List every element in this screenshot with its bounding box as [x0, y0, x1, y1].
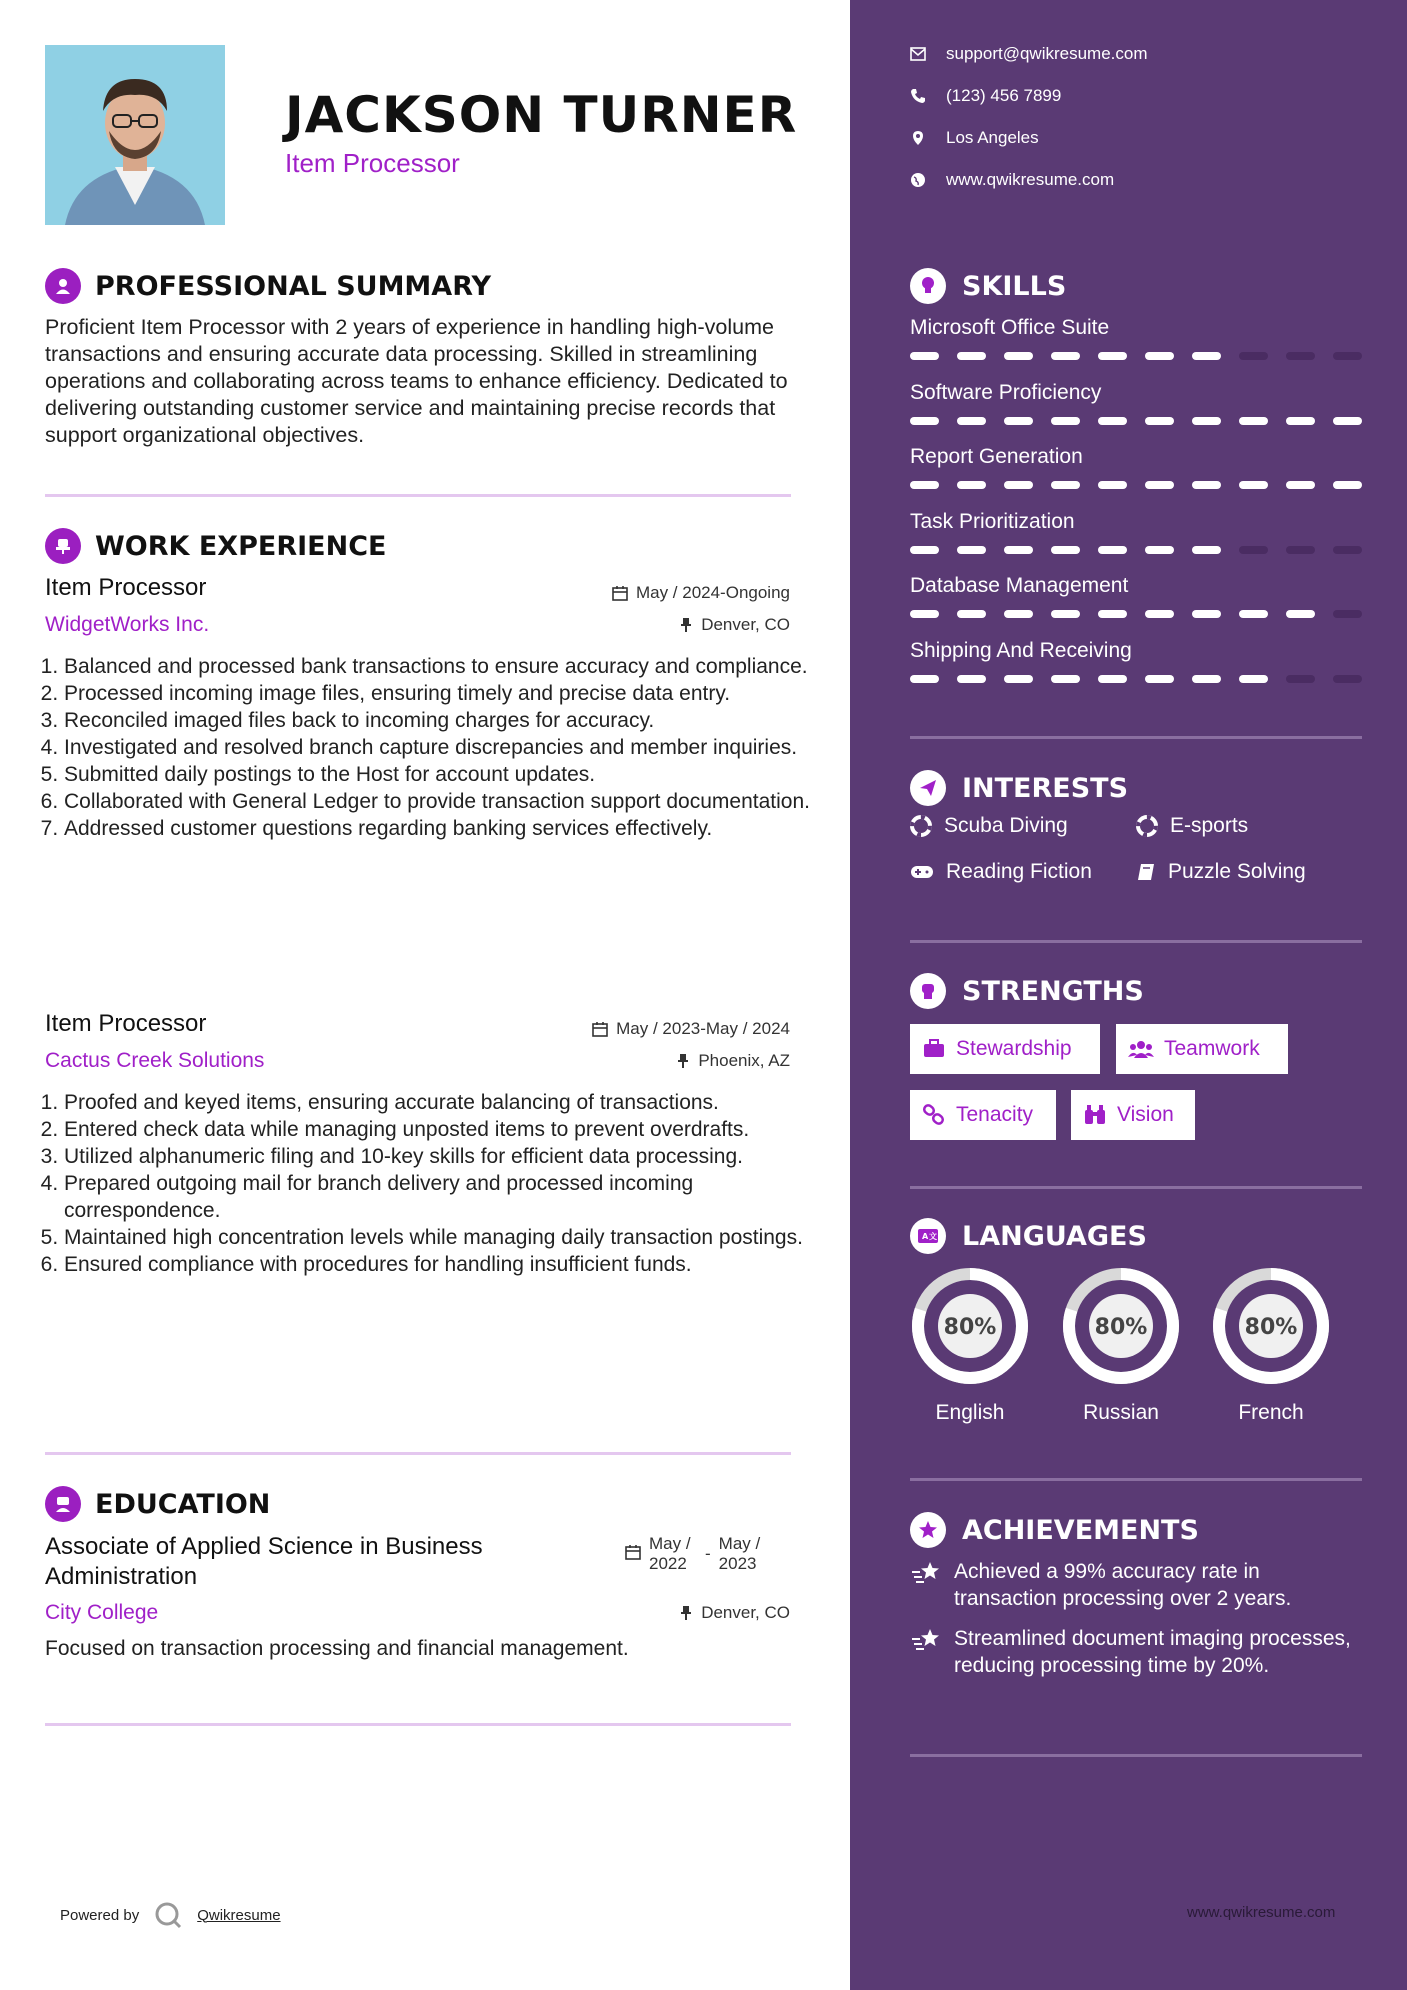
interest-label: Puzzle Solving: [1168, 860, 1306, 883]
skill-rating-segment: [957, 675, 986, 683]
skill-name: Software Proficiency: [910, 380, 1102, 404]
gamepad-icon: [910, 864, 934, 880]
svg-text:文: 文: [929, 1232, 937, 1241]
skill-rating-segment: [1098, 481, 1127, 489]
skill-name: Database Management: [910, 574, 1129, 597]
footer-website[interactable]: www.qwikresume.com: [1187, 1904, 1336, 1921]
language-percent: 80%: [1244, 1315, 1298, 1340]
skill-rating-segment: [1192, 675, 1221, 683]
interest-label: E-sports: [1170, 814, 1249, 837]
strength-chip: [910, 1090, 1056, 1140]
job-title: Item Processor: [45, 1010, 207, 1037]
skill-rating-segment: [1098, 546, 1127, 554]
calendar-icon: [625, 1544, 641, 1560]
language-progress-ring: [908, 1264, 1032, 1388]
skill-name: Microsoft Office Suite: [910, 316, 1110, 339]
achievements-title: ACHIEVEMENTS: [962, 1514, 1199, 1546]
strengths-title: STRENGTHS: [962, 975, 1144, 1007]
achievement-text: Achieved a 99% accuracy rate in transaction processing over 2 years.: [954, 1560, 1292, 1610]
strength-chip: [910, 1024, 1100, 1074]
skill-rating-segment: [910, 546, 939, 554]
summary-text: Proficient Item Processor with 2 years of experience in handling high-volume transactions and ensuring accurate data processing. Skilled in streamlining operations and collaborating across teams to enhance efficiency. Dedicated to delivering outstanding customer service and maintaining precise records that support organizational objectives.: [45, 315, 788, 447]
skill-rating-segment: [910, 417, 939, 425]
skill-rating-segment: [1192, 546, 1221, 554]
skill-rating-segment: [1145, 675, 1174, 683]
binoculars-icon: [1083, 1104, 1107, 1126]
job-title: Item Processor: [45, 574, 207, 601]
section-divider: [45, 494, 791, 497]
skill-rating-segment: [1004, 417, 1033, 425]
date-separator: -: [705, 1544, 711, 1563]
skill-rating-segment: [1004, 675, 1033, 683]
skill-rating-segment: [1051, 675, 1080, 683]
book-icon: [1136, 862, 1156, 882]
job-bullet: 1. Proofed and keyed items, ensuring accurate balancing of transactions.: [64, 1089, 814, 1116]
life-ring-icon: [910, 815, 932, 837]
education-school: City College: [45, 1601, 159, 1624]
skill-rating-segment: [1145, 352, 1174, 360]
skill-rating-segment: [1145, 417, 1174, 425]
education-degree: Associate of Applied Science in Business Administration: [45, 1533, 483, 1590]
language-percent: 80%: [943, 1315, 997, 1340]
skill-rating-segment: [1051, 417, 1080, 425]
users-icon: [1128, 1039, 1154, 1059]
job-bullet: 2. Processed incoming image files, ensuring timely and precise data entry.: [64, 680, 814, 707]
strength-chip: [1116, 1024, 1288, 1074]
envelope-icon: [910, 47, 926, 61]
candidate-role: Item Processor: [285, 148, 460, 178]
strength-label: Teamwork: [1164, 1037, 1260, 1060]
education-location-text: Denver, CO: [701, 1603, 790, 1622]
skill-rating-segment: [1286, 610, 1315, 618]
skill-rating-segment: [1333, 352, 1362, 360]
powered-by: [60, 1900, 281, 1930]
skill-rating-segment: [1333, 675, 1362, 683]
language-item: [1209, 1264, 1333, 1425]
candidate-name: JACKSON TURNER: [285, 86, 798, 144]
contact-phone: [910, 86, 1061, 106]
skill-rating-segment: [1051, 546, 1080, 554]
skill-rating-segment: [957, 481, 986, 489]
skill-rating-segment: [957, 352, 986, 360]
contact-location: [910, 128, 1039, 148]
graduate-icon: [45, 1486, 81, 1522]
skill-rating-segment: [1286, 675, 1315, 683]
skill-rating-segment: [1145, 610, 1174, 618]
job-bullet: 4. Investigated and resolved branch capture discrepancies and member inquiries.: [64, 734, 814, 761]
skill-rating-segment: [957, 417, 986, 425]
skill-rating-segment: [910, 352, 939, 360]
education-location: [679, 1603, 790, 1623]
powered-by-label: Powered by: [60, 1906, 140, 1924]
qwikresume-logo-icon: [153, 1900, 183, 1930]
user-icon: [45, 268, 81, 304]
achievement-text: Streamlined document imaging processes, reducing processing time by 20%.: [954, 1627, 1351, 1677]
skill-rating: [910, 352, 1362, 360]
skill-rating-segment: [1286, 352, 1315, 360]
skill-rating: [910, 546, 1362, 554]
sidebar: [850, 0, 1407, 1990]
skill-rating: [910, 417, 1362, 425]
skill-rating-segment: [1286, 546, 1315, 554]
brand-link[interactable]: Qwikresume: [197, 1906, 281, 1924]
skill-rating-segment: [1286, 481, 1315, 489]
skill-name: Shipping And Receiving: [910, 638, 1132, 662]
strength-label: Vision: [1117, 1103, 1174, 1126]
skill-rating-segment: [1192, 610, 1221, 618]
job-bullet: 3. Utilized alphanumeric filing and 10-key skills for efficient data processing.: [64, 1143, 814, 1170]
interest-label: Reading Fiction: [946, 860, 1092, 883]
skill-rating-segment: [1333, 546, 1362, 554]
interest-item: [910, 814, 1068, 838]
job-company: WidgetWorks Inc.: [45, 613, 210, 636]
skill-rating: [910, 610, 1362, 618]
pin-icon: [679, 1605, 693, 1621]
education-description: Focused on transaction processing and financial management.: [45, 1637, 629, 1660]
experience-heading: [45, 528, 386, 564]
contact-website-text[interactable]: www.qwikresume.com: [946, 170, 1115, 189]
briefcase-icon: [922, 1039, 946, 1059]
translate-icon: [910, 1218, 946, 1254]
languages-title: LANGUAGES: [962, 1220, 1147, 1252]
achievement-item: [910, 1558, 1360, 1612]
skill-rating-segment: [1004, 481, 1033, 489]
achievement-item: [910, 1625, 1360, 1679]
job-company: Cactus Creek Solutions: [45, 1049, 265, 1072]
interests-title: INTERESTS: [962, 772, 1129, 804]
job-date: [612, 583, 790, 603]
contact-location-text: Los Angeles: [946, 128, 1039, 147]
map-pin-icon: [910, 130, 926, 146]
skill-rating-segment: [910, 675, 939, 683]
job-date-text: May / 2024-Ongoing: [635, 583, 790, 602]
globe-icon: [910, 172, 926, 188]
skills-title: SKILLS: [962, 270, 1067, 302]
skill-name: Task Prioritization: [910, 509, 1075, 533]
strengths-heading: [910, 973, 1144, 1009]
profile-photo: [45, 45, 225, 225]
language-name: Russian: [1083, 1401, 1159, 1424]
skill-rating-segment: [1239, 546, 1268, 554]
skill-rating-segment: [910, 481, 939, 489]
job-date-text: May / 2023-May / 2024: [616, 1019, 790, 1038]
skill-rating-segment: [1192, 352, 1221, 360]
skill-rating-segment: [1098, 675, 1127, 683]
job-bullet: 6. Ensured compliance with procedures for handling insufficient funds.: [64, 1251, 814, 1278]
interest-item: [1136, 860, 1306, 884]
skill-rating-segment: [1098, 417, 1127, 425]
interests-heading: [910, 770, 1128, 806]
skill-rating-segment: [1192, 417, 1221, 425]
star-badge-icon: [910, 1512, 946, 1548]
skill-rating-segment: [957, 546, 986, 554]
skill-rating-segment: [1239, 352, 1268, 360]
experience-title: WORK EXPERIENCE: [95, 530, 387, 562]
lightbulb-icon: [910, 268, 946, 304]
skill-rating-segment: [1004, 546, 1033, 554]
skill-rating-segment: [1239, 675, 1268, 683]
interest-item: [910, 860, 1092, 884]
skill-rating-segment: [1333, 481, 1362, 489]
skill-rating-segment: [1051, 481, 1080, 489]
strength-chip: [1071, 1090, 1195, 1140]
job-location-text: Phoenix, AZ: [698, 1051, 790, 1070]
skill-rating-segment: [1239, 417, 1268, 425]
job-bullets: [40, 653, 814, 842]
language-name: English: [935, 1401, 1005, 1424]
skill-rating-segment: [1286, 417, 1315, 425]
skill-rating-segment: [1051, 610, 1080, 618]
education-heading: [45, 1486, 270, 1522]
education-end: May / 2023: [718, 1534, 761, 1573]
education-dates: [625, 1534, 767, 1574]
job-date: [592, 1019, 790, 1039]
job-bullet: 7. Addressed customer questions regarding banking services effectively.: [64, 815, 814, 842]
contact-website: [910, 170, 1114, 190]
section-divider: [910, 940, 1362, 943]
education-start: May / 2022: [649, 1534, 691, 1573]
skill-rating-segment: [1239, 481, 1268, 489]
job-bullets: [40, 1089, 814, 1278]
paper-plane-icon: [910, 770, 946, 806]
section-divider: [45, 1723, 791, 1726]
languages-heading: [910, 1218, 1147, 1254]
section-divider: [910, 1754, 1362, 1757]
skill-name: Report Generation: [910, 445, 1083, 468]
life-ring-icon: [1136, 815, 1158, 837]
language-progress-ring: [1209, 1264, 1333, 1388]
contact-phone-text: (123) 456 7899: [946, 86, 1062, 105]
skill-rating-segment: [1333, 610, 1362, 618]
calendar-icon: [592, 1021, 608, 1037]
job-location-text: Denver, CO: [701, 615, 790, 634]
job-bullet: 4. Prepared outgoing mail for branch delivery and processed incoming correspondence.: [64, 1170, 814, 1224]
contact-email: [910, 44, 1148, 64]
skill-rating-segment: [910, 610, 939, 618]
shooting-star-icon: [910, 1627, 944, 1653]
education-title: EDUCATION: [95, 1488, 271, 1520]
skill-rating-segment: [1051, 352, 1080, 360]
strength-label: Tenacity: [956, 1103, 1034, 1126]
skill-rating-segment: [1145, 481, 1174, 489]
section-divider: [45, 1452, 791, 1455]
job-location: [679, 615, 790, 635]
skill-rating-segment: [1098, 610, 1127, 618]
language-name: French: [1238, 1401, 1304, 1424]
section-divider: [910, 1478, 1362, 1481]
skill-rating: [910, 481, 1362, 489]
summary-heading: [45, 268, 491, 304]
briefcase-chair-icon: [45, 528, 81, 564]
language-percent: 80%: [1094, 1315, 1148, 1340]
interest-item: [1136, 814, 1248, 838]
contact-email-text[interactable]: support@qwikresume.com: [946, 44, 1148, 63]
strength-label: Stewardship: [956, 1037, 1072, 1060]
skill-rating-segment: [957, 610, 986, 618]
language-item: [908, 1264, 1032, 1425]
section-divider: [910, 736, 1362, 739]
skill-rating-segment: [1004, 352, 1033, 360]
skill-rating-segment: [1239, 610, 1268, 618]
job-bullet: 5. Maintained high concentration levels while managing daily transaction postings.: [64, 1224, 814, 1251]
skill-rating-segment: [1145, 546, 1174, 554]
pin-icon: [679, 617, 693, 633]
job-bullet: 1. Balanced and processed bank transactions to ensure accuracy and compliance.: [64, 653, 814, 680]
skill-rating-segment: [1333, 417, 1362, 425]
job-location: [676, 1051, 790, 1071]
language-progress-ring: [1059, 1264, 1183, 1388]
job-bullet: 3. Reconciled imaged files back to incoming charges for accuracy.: [64, 707, 814, 734]
phone-icon: [910, 88, 926, 104]
interest-label: Scuba Diving: [944, 814, 1068, 837]
achievements-heading: [910, 1512, 1199, 1548]
language-item: [1059, 1264, 1183, 1425]
skill-rating-segment: [1098, 352, 1127, 360]
skills-heading: [910, 268, 1066, 304]
skill-rating: [910, 675, 1362, 683]
skill-rating-segment: [1192, 481, 1221, 489]
pin-icon: [676, 1053, 690, 1069]
job-bullet: 2. Entered check data while managing unposted items to prevent overdrafts.: [64, 1116, 814, 1143]
link-icon: [922, 1104, 946, 1126]
skill-rating-segment: [1004, 610, 1033, 618]
job-bullet: 6. Collaborated with General Ledger to provide transaction support documentation.: [64, 788, 814, 815]
summary-title: PROFESSIONAL SUMMARY: [95, 270, 492, 302]
calendar-icon: [612, 585, 628, 601]
job-bullet: 5. Submitted daily postings to the Host for account updates.: [64, 761, 814, 788]
section-divider: [910, 1186, 1362, 1189]
svg-text:A: A: [922, 1232, 929, 1241]
fist-icon: [910, 973, 946, 1009]
shooting-star-icon: [910, 1560, 944, 1586]
